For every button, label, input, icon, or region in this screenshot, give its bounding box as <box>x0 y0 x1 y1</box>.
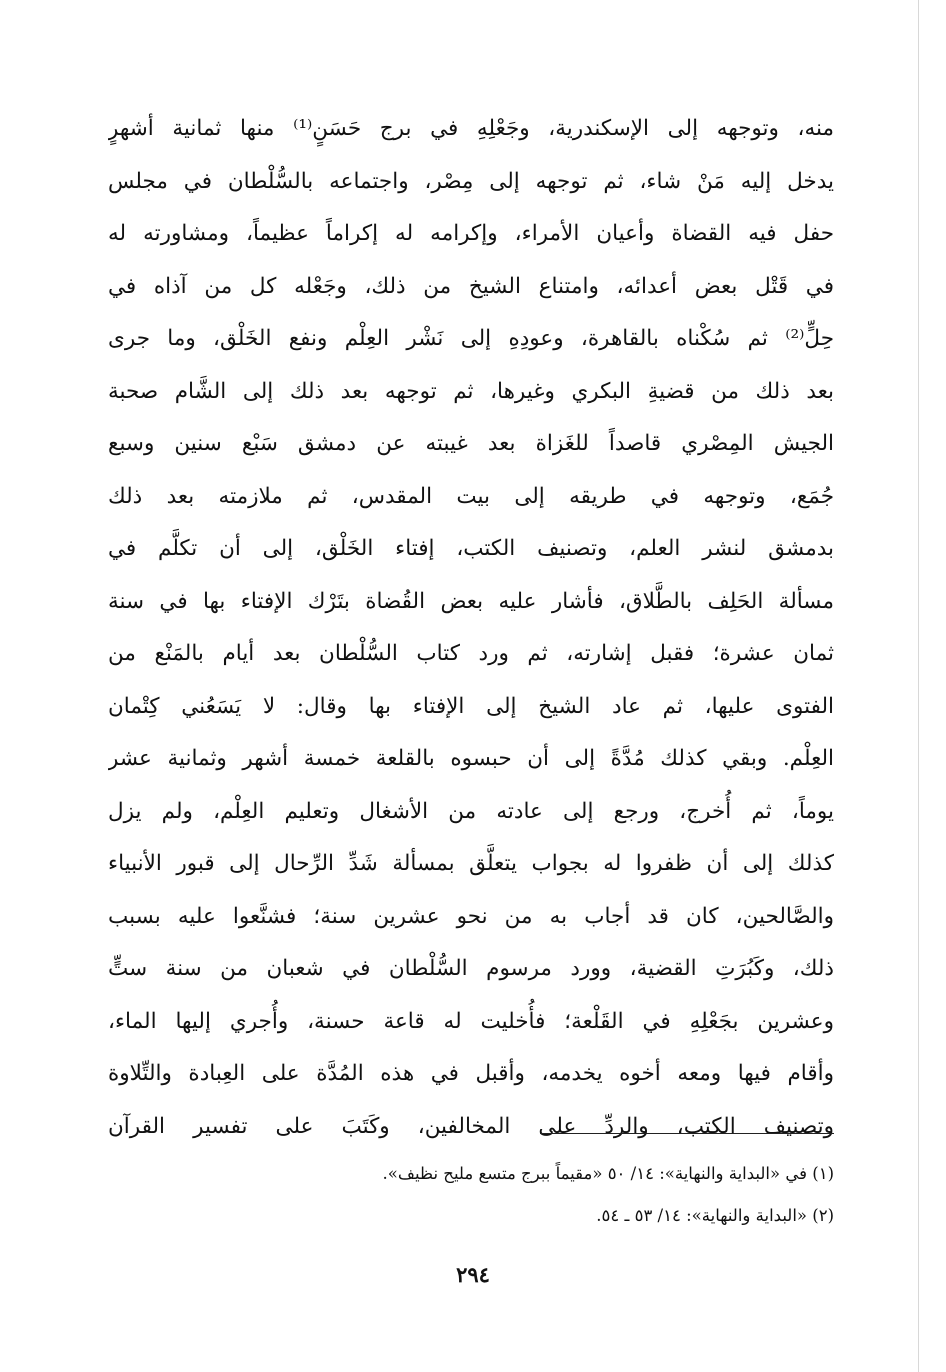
text-line: وعشرين بجَعْلِهِ في القَلْعة؛ فأُخليت له قاعة حسنة، وأُجري إليها الماء، <box>108 1008 834 1034</box>
page-edge-shadow <box>918 0 919 1372</box>
text-line: حِلٍّ⁽²⁾ ثم سُكْناه بالقاهرة، وعودِهِ إلى نَشْر العِلْم ونفع الخَلْق، وما جرى <box>108 326 834 351</box>
footnote: (٢) «البداية والنهاية»: ١٤/ ٥٣ ـ ٥٤. <box>596 1206 834 1225</box>
text-line: حفل فيه القضاة وأعيان الأمراء، وإكرامه له إكراماً عظيماً، ومشاورته له <box>108 221 834 246</box>
text-line: يوماً، ثم أُخرج، ورجع إلى عادته من الأشغال وتعليم العِلْم، ولم يزل <box>108 798 834 824</box>
page-number: ٢٩٤ <box>456 1262 490 1287</box>
text-line: بدمشق لنشر العلم، وتصنيف الكتب، إفتاء الخَلْق، إلى أن تكلَّم في <box>108 536 834 561</box>
text-line: وتصنيف الكتب، والردِّ على المخالفين، وكَتَبَ على تفسير القرآن <box>108 1113 834 1139</box>
text-line: جُمَع، وتوجهه في طريقه إلى بيت المقدس، ثم ملازمته بعد ذلك <box>108 483 834 509</box>
text-line: الجيش المِصْري قاصداً للغَزاة بعد غيبته عن دمشق سَبْع سنين وسبع <box>108 431 834 456</box>
text-line: وأقام فيها ومعه أخوه يخدمه، وأقبل في هذه المُدَّة على العِبادة والتِّلاوة <box>108 1061 834 1086</box>
footnotes <box>240 1153 834 1237</box>
text-line: مسألة الحَلِف بالطَّلاق، فأشار عليه بعض القُضاة بتَرْك الإفتاء بها في سنة <box>108 588 834 614</box>
text-line: ثمان عشرة؛ فقبل إشارته، ثم ورد كتاب السُّلْطان بعد أيام بالمَنْع من <box>108 641 834 666</box>
main-text-block <box>108 103 834 1153</box>
text-line: العِلْم. وبقي كذلك مُدَّةً إلى أن حبسوه بالقلعة خمسة أشهر وثمانية عشر <box>108 746 834 771</box>
text-line: بعد ذلك من قضيةِ البكري وغيرها، ثم توجهه بعد ذلك إلى الشَّام صحبة <box>108 378 834 404</box>
footnote: (١) في «البداية والنهاية»: ١٤/ ٥٠ «مقيماً ببرج متسع مليح نظيف». <box>382 1164 834 1183</box>
text-line: في قَتْل بعض أعدائه، وامتناع الشيخ من ذلك، وجَعْله كل من آذاه في <box>108 273 834 299</box>
text-line: يدخل إليه مَنْ شاء، ثم توجهه إلى مِصْر، واجتماعه بالسُّلْطان في مجلس <box>108 168 834 194</box>
text-line: ذلك، وكَبُرَتِ القضية، وورد مرسوم السُّلْطان في شعبان من سنة ستٍّ <box>108 956 834 981</box>
footnote-separator <box>540 1133 834 1134</box>
text-line: منه، وتوجهه إلى الإسكندرية، وجَعْلِهِ في برج حَسَنٍ⁽¹⁾ منها ثمانية أشهرٍ <box>108 116 834 141</box>
text-line: كذلك إلى أن ظفروا له بجواب يتعلَّق بمسألة شَدِّ الرِّحال إلى قبور الأنبياء <box>108 851 834 876</box>
text-line: والصَّالحين، كان قد أجاب به من نحو عشرين سنة؛ فشنَّعوا عليه بسبب <box>108 903 834 929</box>
text-line: الفتوى عليها، ثم عاد الشيخ إلى الإفتاء بها وقال: لا يَسَعُني كِتْمان <box>108 693 834 719</box>
